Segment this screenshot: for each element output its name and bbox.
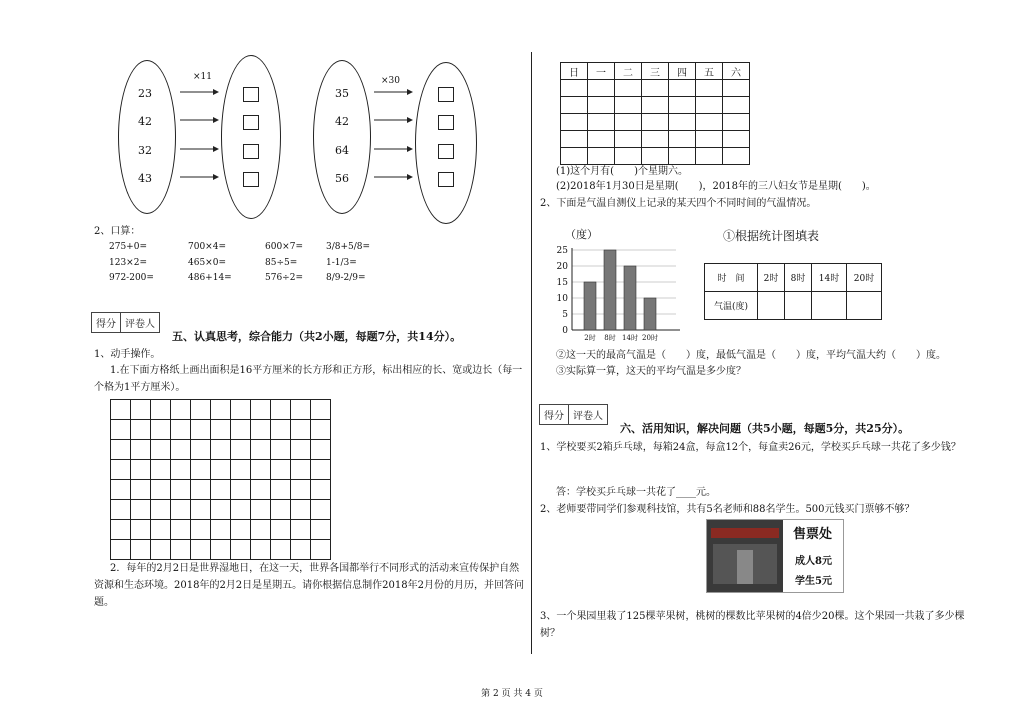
grid-cell[interactable] <box>311 520 331 540</box>
grid-cell[interactable] <box>111 400 131 420</box>
calendar-cell[interactable] <box>588 148 615 165</box>
score-label: 得分 <box>92 313 121 332</box>
grid-cell[interactable] <box>251 400 271 420</box>
grid-cell[interactable] <box>311 440 331 460</box>
calendar-cell[interactable] <box>588 80 615 97</box>
calendar-cell[interactable] <box>723 80 750 97</box>
grid-cell[interactable] <box>171 400 191 420</box>
grid-cell[interactable] <box>291 440 311 460</box>
grid-cell[interactable] <box>291 540 311 560</box>
grid-cell[interactable] <box>291 480 311 500</box>
q1-title: 1、动手操作。 <box>94 349 161 360</box>
grid-cell[interactable] <box>171 460 191 480</box>
grid-cell[interactable] <box>251 440 271 460</box>
calendar-weekday: 六 <box>723 63 750 80</box>
grid-cell[interactable] <box>271 460 291 480</box>
grid-cell[interactable] <box>291 500 311 520</box>
grid-cell[interactable] <box>271 440 291 460</box>
grid-cell[interactable] <box>231 520 251 540</box>
q1-text: 1.在下面方格纸上画出面积是16平方厘米的长方形和正方形，标出相应的长、宽或边长（每一个格为1平方厘米）。 <box>94 365 523 393</box>
calendar-weekday: 日 <box>561 63 588 80</box>
calc-item: 3/8+5/8= <box>326 242 371 252</box>
grid-cell[interactable] <box>271 400 291 420</box>
calendar-cell[interactable] <box>642 148 669 165</box>
grid-cell[interactable] <box>211 420 231 440</box>
grid-cell[interactable] <box>111 420 131 440</box>
temp-cell[interactable] <box>758 292 785 320</box>
grid-cell[interactable] <box>231 400 251 420</box>
grid-cell[interactable] <box>271 520 291 540</box>
grid-cell[interactable] <box>291 420 311 440</box>
score-box <box>539 404 608 425</box>
input-number: 43 <box>138 172 152 185</box>
temperature-table[interactable] <box>704 263 882 320</box>
calendar-cell[interactable] <box>669 97 696 114</box>
grid-cell[interactable] <box>171 440 191 460</box>
answer-box[interactable] <box>438 115 454 130</box>
calendar-cell[interactable] <box>561 114 588 131</box>
problem-3: 3、一个果园里栽了125棵苹果树，桃树的棵数比苹果树的4倍少20棵。这个果园一共栽了多少棵树？ <box>540 611 965 639</box>
grid-cell[interactable] <box>171 420 191 440</box>
grid-cell[interactable] <box>251 460 271 480</box>
input-oval <box>313 60 371 214</box>
chart-ylabel: （度） <box>565 228 598 241</box>
multiplier-label: ×11 <box>193 72 212 82</box>
temp-cell[interactable] <box>785 292 812 320</box>
calendar-cell[interactable] <box>588 114 615 131</box>
calendar-table <box>560 62 750 165</box>
calc-item: 275+0= <box>109 242 147 252</box>
calendar-cell[interactable] <box>615 80 642 97</box>
grid-cell[interactable] <box>191 460 211 480</box>
grid-cell[interactable] <box>151 420 171 440</box>
grid-cell[interactable] <box>231 460 251 480</box>
oral-title: 2、口算： <box>94 226 141 237</box>
time-cell: 20时 <box>847 264 882 292</box>
input-number: 35 <box>335 87 349 100</box>
grid-cell[interactable] <box>131 460 151 480</box>
square-grid[interactable] <box>110 399 331 560</box>
grid-cell[interactable] <box>311 420 331 440</box>
y-tick-label: 20 <box>556 262 568 272</box>
score-box <box>91 312 160 333</box>
y-tick-label: 25 <box>556 246 568 256</box>
grid-cell[interactable] <box>151 520 171 540</box>
grid-cell[interactable] <box>131 440 151 460</box>
bar <box>624 266 636 330</box>
temp-label: 气温(度) <box>705 292 758 320</box>
grader-label: 评卷人 <box>573 411 603 422</box>
grid-cell[interactable] <box>171 480 191 500</box>
grid-cell[interactable] <box>111 460 131 480</box>
problem-2: 2、老师要带同学们参观科技馆，共有5名老师和88名学生。500元钱买门票够不够？ <box>540 504 915 515</box>
answer-box[interactable] <box>243 144 259 159</box>
y-tick-label: 0 <box>562 326 568 336</box>
grid-cell[interactable] <box>251 420 271 440</box>
calendar-cell[interactable] <box>669 80 696 97</box>
calc-item: 123×2= <box>109 258 147 268</box>
calendar-cell[interactable] <box>723 148 750 165</box>
grid-cell[interactable] <box>151 440 171 460</box>
grid-cell[interactable] <box>211 440 231 460</box>
grid-cell[interactable] <box>311 460 331 480</box>
calc-item: 576÷2= <box>265 273 303 283</box>
grid-cell[interactable] <box>291 520 311 540</box>
answer-box[interactable] <box>438 144 454 159</box>
calc-item: 972-200= <box>109 273 154 283</box>
time-cell: 2时 <box>758 264 785 292</box>
calendar-cell[interactable] <box>696 114 723 131</box>
grid-cell[interactable] <box>131 500 151 520</box>
table-title: ①根据统计图填表 <box>723 229 820 243</box>
x-tick-label: 8时 <box>604 334 616 342</box>
calendar-q2: (2)2018年1月30日是星期( )，2018年的三八妇女节是星期( )。 <box>556 181 876 192</box>
time-cell: 8时 <box>785 264 812 292</box>
grid-cell[interactable] <box>111 440 131 460</box>
grader-label: 评卷人 <box>125 319 155 330</box>
calendar-cell[interactable] <box>588 131 615 148</box>
calendar-cell[interactable] <box>561 131 588 148</box>
grid-cell[interactable] <box>271 480 291 500</box>
ticket-office-photo <box>707 520 783 592</box>
calc-item: 486+14= <box>188 273 232 283</box>
temp-cell[interactable] <box>847 292 882 320</box>
x-tick-label: 14时 <box>622 334 638 342</box>
q2-text: 2．每年的2月2日是世界湿地日，在这一天，世界各国都举行不同形式的活动来宣传保护自然资源和生态环境。2018年的2月2日是星期五。请你根据信息制作2018年2月份的月历，并回答问题。 <box>94 563 524 608</box>
section-6-title: 六、活用知识，解决问题（共5小题，每题5分，共25分）。 <box>620 422 910 435</box>
ticket-student-price: 学生5元 <box>795 576 832 587</box>
calendar-weekday: 三 <box>642 63 669 80</box>
calendar-cell[interactable] <box>669 148 696 165</box>
calendar-weekday: 一 <box>588 63 615 80</box>
column-divider <box>531 52 532 654</box>
bar <box>604 250 616 330</box>
grid-cell[interactable] <box>111 500 131 520</box>
input-number: 42 <box>138 115 152 128</box>
grid-cell[interactable] <box>171 500 191 520</box>
input-oval <box>118 60 176 214</box>
grid-cell[interactable] <box>191 480 211 500</box>
grid-cell[interactable] <box>251 540 271 560</box>
grid-cell[interactable] <box>191 540 211 560</box>
grid-cell[interactable] <box>151 480 171 500</box>
grid-cell[interactable] <box>191 440 211 460</box>
grid-cell[interactable] <box>311 540 331 560</box>
arrows <box>372 80 418 190</box>
calendar-cell[interactable] <box>561 80 588 97</box>
grid-cell[interactable] <box>111 520 131 540</box>
grid-cell[interactable] <box>291 400 311 420</box>
calendar-cell[interactable] <box>696 131 723 148</box>
calendar-cell[interactable] <box>669 114 696 131</box>
grid-cell[interactable] <box>271 500 291 520</box>
grid-cell[interactable] <box>231 480 251 500</box>
q2-part3: ③实际算一算，这天的平均气温是多少度？ <box>556 366 746 377</box>
calendar-cell[interactable] <box>669 131 696 148</box>
calc-item: 8/9-2/9= <box>326 273 366 283</box>
calendar-cell[interactable] <box>723 97 750 114</box>
grid-cell[interactable] <box>151 540 171 560</box>
calendar-cell[interactable] <box>615 97 642 114</box>
grid-cell[interactable] <box>211 400 231 420</box>
calendar-cell[interactable] <box>615 148 642 165</box>
grid-cell[interactable] <box>211 480 231 500</box>
answer-box[interactable] <box>438 87 454 102</box>
grid-cell[interactable] <box>131 540 151 560</box>
grid-cell[interactable] <box>231 440 251 460</box>
calendar-cell[interactable] <box>642 131 669 148</box>
q2-part2: ②这一天的最高气温是（ ）度，最低气温是（ ）度，平均气温大约（ ）度。 <box>556 350 946 361</box>
y-tick-label: 5 <box>562 310 568 320</box>
calendar-cell[interactable] <box>642 97 669 114</box>
calendar-cell[interactable] <box>588 97 615 114</box>
grid-cell[interactable] <box>111 540 131 560</box>
grid-cell[interactable] <box>251 520 271 540</box>
bar <box>584 282 596 330</box>
x-tick-label: 20时 <box>642 334 658 342</box>
grid-cell[interactable] <box>311 400 331 420</box>
grid-cell[interactable] <box>271 420 291 440</box>
answer-box[interactable] <box>243 172 259 187</box>
calc-item: 1-1/3= <box>326 258 357 268</box>
grid-cell[interactable] <box>311 500 331 520</box>
answer-box[interactable] <box>438 172 454 187</box>
time-label: 时 间 <box>705 264 758 292</box>
grid-cell[interactable] <box>211 460 231 480</box>
grid-cell[interactable] <box>191 520 211 540</box>
grid-cell[interactable] <box>291 460 311 480</box>
grid-cell[interactable] <box>251 500 271 520</box>
calendar-weekday: 四 <box>669 63 696 80</box>
grid-cell[interactable] <box>171 540 191 560</box>
ticket-adult-price: 成人8元 <box>795 556 832 567</box>
answer-box[interactable] <box>243 115 259 130</box>
calendar-cell[interactable] <box>723 131 750 148</box>
section-5-title: 五、认真思考，综合能力（共2小题，每题7分，共14分）。 <box>172 330 462 343</box>
ticket-office-picture <box>706 519 844 593</box>
calc-item: 700×4= <box>188 242 226 252</box>
calendar-weekday: 二 <box>615 63 642 80</box>
output-oval <box>221 55 281 219</box>
grid-cell[interactable] <box>151 460 171 480</box>
temp-cell[interactable] <box>812 292 847 320</box>
input-number: 23 <box>138 87 152 100</box>
calendar-cell[interactable] <box>642 114 669 131</box>
grid-cell[interactable] <box>231 540 251 560</box>
calendar-q1: (1)这个月有( )个星期六。 <box>556 166 688 177</box>
grid-cell[interactable] <box>151 400 171 420</box>
y-tick-label: 15 <box>556 278 568 288</box>
ticket-title: 售票处 <box>793 527 833 542</box>
grid-cell[interactable] <box>131 400 151 420</box>
grid-cell[interactable] <box>191 500 211 520</box>
calendar-cell[interactable] <box>696 97 723 114</box>
grid-cell[interactable] <box>131 480 151 500</box>
grid-cell[interactable] <box>191 400 211 420</box>
input-number: 32 <box>138 144 152 157</box>
grid-cell[interactable] <box>171 520 191 540</box>
time-cell: 14时 <box>812 264 847 292</box>
answer-box[interactable] <box>243 87 259 102</box>
grid-cell[interactable] <box>231 420 251 440</box>
score-label: 得分 <box>540 405 569 424</box>
grid-cell[interactable] <box>131 420 151 440</box>
y-tick-label: 10 <box>556 294 568 304</box>
grid-cell[interactable] <box>251 480 271 500</box>
grid-cell[interactable] <box>211 520 231 540</box>
grid-cell[interactable] <box>111 480 131 500</box>
grid-cell[interactable] <box>151 500 171 520</box>
grid-cell[interactable] <box>191 420 211 440</box>
problem-1-answer: 答：学校买乒乓球一共花了____元。 <box>556 487 716 498</box>
calendar-cell[interactable] <box>561 97 588 114</box>
multiplier-label: ×30 <box>381 76 400 86</box>
page-footer: 第 2 页 共 4 页 <box>481 689 543 699</box>
calc-item: 85÷5= <box>265 258 298 268</box>
grid-cell[interactable] <box>231 500 251 520</box>
input-number: 64 <box>335 144 349 157</box>
calc-item: 600×7= <box>265 242 303 252</box>
calendar-cell[interactable] <box>642 80 669 97</box>
calendar-cell[interactable] <box>615 114 642 131</box>
calendar-cell[interactable] <box>561 148 588 165</box>
input-number: 56 <box>335 172 349 185</box>
calc-item: 465×0= <box>188 258 226 268</box>
input-number: 42 <box>335 115 349 128</box>
grid-cell[interactable] <box>271 540 291 560</box>
x-tick-label: 2时 <box>584 334 596 342</box>
calendar-cell[interactable] <box>696 80 723 97</box>
temperature-bar-chart <box>548 240 688 344</box>
arrows <box>178 80 224 190</box>
grid-cell[interactable] <box>211 540 231 560</box>
calendar-cell[interactable] <box>723 114 750 131</box>
grid-cell[interactable] <box>211 500 231 520</box>
calendar-cell[interactable] <box>696 148 723 165</box>
calendar-weekday: 五 <box>696 63 723 80</box>
q2-title: 2、下面是气温自测仪上记录的某天四个不同时间的气温情况。 <box>540 198 817 209</box>
problem-1: 1、学校要买2箱乒乓球，每箱24盒，每盒12个，每盒卖26元，学校买乒乓球一共花了多少钱？ <box>540 442 961 453</box>
bar <box>644 298 656 330</box>
grid-cell[interactable] <box>131 520 151 540</box>
calendar-cell[interactable] <box>615 131 642 148</box>
grid-cell[interactable] <box>311 480 331 500</box>
